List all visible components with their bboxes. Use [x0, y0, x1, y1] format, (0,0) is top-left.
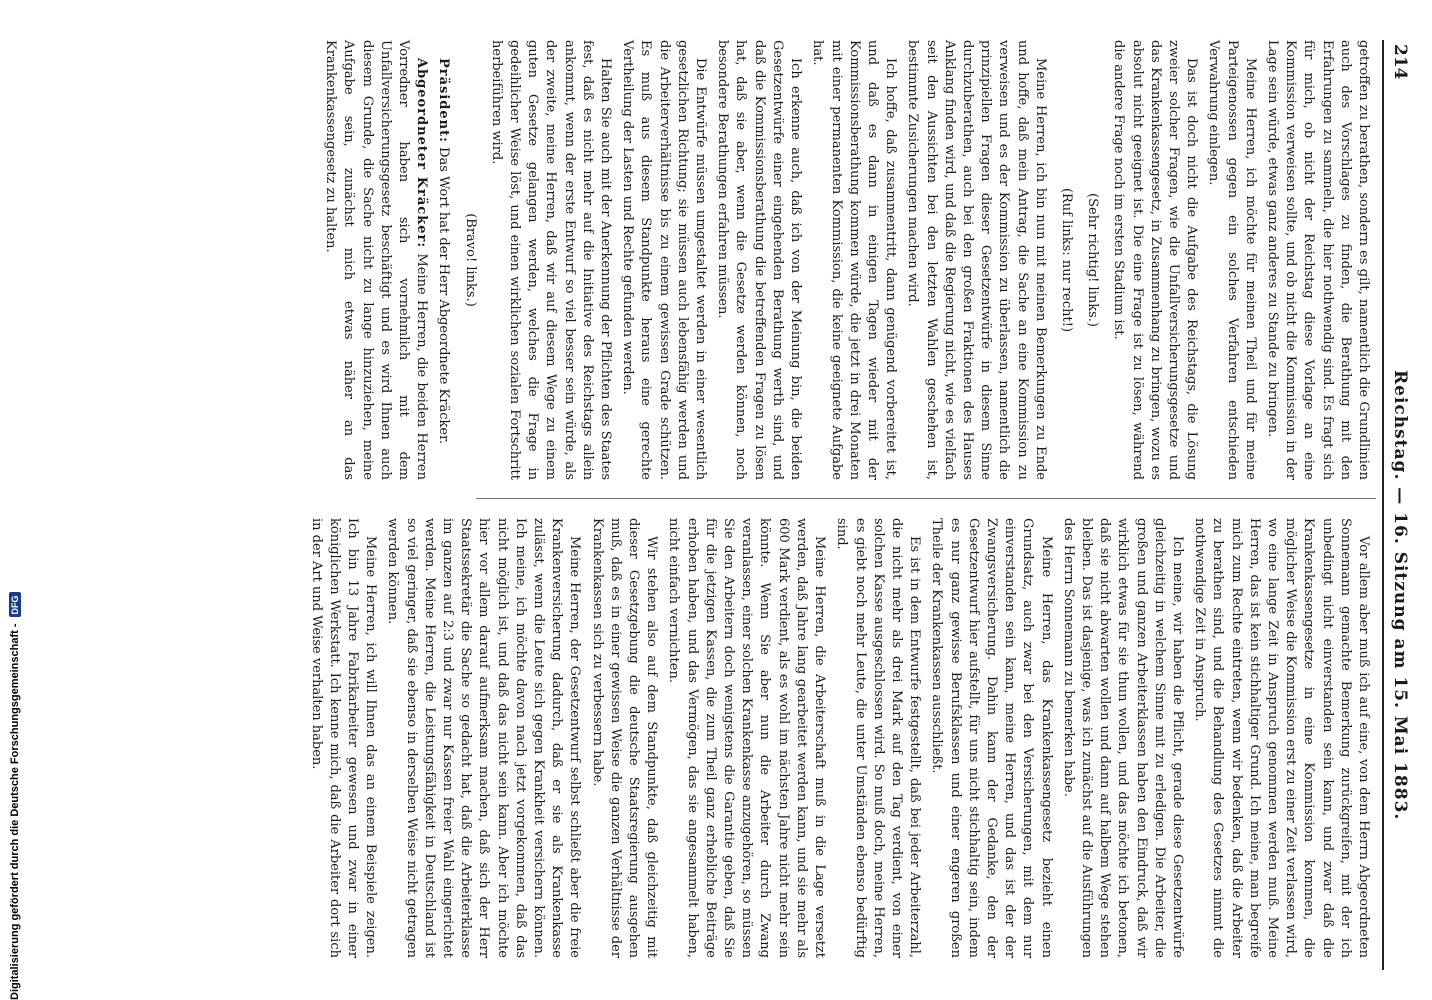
page-number: 214: [1390, 44, 1410, 80]
interjection: (Sehr richtig! links.): [1085, 193, 1101, 327]
speech-start: [321, 40, 430, 480]
speaker-text: Meine Herren, die beiden Herren Vorredner haben sich vornehmlich mit dem Unfallversicherungsgesetz beschäftigt und es wird Ihnen auch diesem Grunde, die Sache nicht zu lange hinzuziehen, meine Aufgabe sein, zunächst mich etwas näher an das Krankenkassengesetz zu halten.: [323, 40, 430, 480]
paragraph: Die Entwürfe müssen umgestaltet werden in einer wesentlich gesetzlichen Richtung; sie müssen auch lebensfähig werden und die Arbeiterverhältnisse bis zu einem gewissen Grade schützen. Es muß aus diesem Standpunkte heraus eine gerechte Vertheilung der Lasten und Rechte gefunden werden.: [620, 40, 709, 480]
paragraph: Ich hoffe, daß zusammentritt, dann genügend vorbereitet ist, und daß es dann in einigen Tagen wieder mit der Kommissionsberathung kommen würde, die jetzt in drei Monaten mit einer permanenten Kommission, die keine geeignete Aufgabe hat.: [810, 40, 899, 480]
paragraph: Meine Herren, die Arbeiterschaft muß in die Lage versetzt werden, daß Jahre lang gearbeitet werden kann, und sie mehr als 600 Mark verdient, als es wohl im nächsten Jahre nicht mehr sein könnte. Wenn Sie aber nun die Arbeiter durch Zwang veranlassen, einer solchen Krankenkasse anzugehören, so müssen Sie den Arbeitern doch wenigstens die Garantie geben, daß Sie für die jetzigen Kassen, die zum Theil ganz erhebliche Beiträge erhoben haben, und das Vermögen, das sie angesammelt haben, nicht einfach vernichten.: [666, 518, 828, 958]
interjection: (Ruf links: nur recht!): [1058, 187, 1074, 333]
paragraph: Meine Herren, das Krankenkassengesetz bezieht einen Grundsatz, auch zwar bei den Versicherungen, mit dem nur einverstanden sein kann, meine Herren, und das ist der der Zwangsversicherung. Dahin kann der Gedanke, den der Gesetzentwurf hier aufstellt, für uns nicht stichhaltig sein, indem es nur ganz gewisse Berufsklassen und einer engeren großen Theile der Krankenkassen ausschließt.: [929, 518, 1054, 958]
credit-text: Digitalisierung gefördert durch die Deutsche Forschungsgemeinschaft -: [9, 623, 21, 1000]
column-divider: [476, 498, 1376, 499]
paragraph: Ich erkenne auch, daß ich von der Meinung bin, die beiden Gesetzentwürfe einer eingehenden Berathung werth sind, und daß die Kommissionsberathung die betreffenden Fragen zu lösen hat, daß sie aber, wenn die Gesetze werden können, noch besondere Berathungen erfahren müssen.: [715, 40, 804, 480]
paragraph: Meine Herren, der Gesetzentwurf selbst schließt aber die freie Krankenversicherung dadurch, daß er sie als Krankenkasse zulässt, wenn die Leute sich gegen Krankheit versichern können. Ich meine, ich möchte davon nach jetzt vorgekommen, daß das nicht möglich ist, und daß das nicht sein kann. Aber ich möchte hier vor allem darauf aufmerksam machen, daß sich der Herr Staatssekretär die Sache so gedacht hat, daß die Arbeiterklasse im ganzen auf 2:3 und zwar nur Kassen freier Wahl eingerichtet werden. Meine Herren, die Leistungsfähigkeit in Deutschland ist so viel geringer, daß sie ebenso in derselben Weise nicht getragen werden können.: [385, 518, 583, 958]
speaker-label: Abgeordneter Kräcker:: [414, 58, 430, 249]
paragraph: Es ist in dem Entwurfe festgestellt, daß bei jeder Arbeiterzahl, die nicht mehr als drei Mark auf den Tag verdient, von einer solchen Kasse ausgeschlossen wird. So muß doch, meine Herren, es giebt noch mehr Leute, die unter Umständen ebenso bedürftig sind.: [834, 518, 923, 958]
page-header: [1382, 40, 1412, 970]
speaker-text: Das Wort hat der Herr Abgeordnete Kräcker.: [436, 147, 452, 444]
paragraph: Ich meine, wir haben die Pflicht, gerade diese Gesetzentwürfe gleichzeitig in welchem Sinne mit zu erledigen. Die Arbeiter, die großen und ganzen Arbeiterklassen haben den Eindruck, daß wir wirklich etwas für sie thun wollen, und das möchte ich betonen, daß sie nicht abwarten wollen und dann auf halbem Wege stehen bleiben. Das ist dasjenige, was ich zunächst auf die Ausführungen des Herrn Sonnemann zu bemerken habe.: [1060, 518, 1185, 958]
digitization-credit: [6, 580, 24, 1000]
left-column: [317, 40, 1372, 480]
paragraph: Vor allem aber muß ich auf eine, von dem Herrn Abgeordneten Sonnemann gemachte Bemerkung zurückgreifen, mit der ich unbedingt nicht einverstanden sein kann, und zwar daß die Krankenkassengesetze in eine Kommission kommen, die möglicher Weise die Kommission erst zu einer Zeit verlassen wird, wo eine lange Zeit in Anspruch genommen werden muß. Meine Herren, das ist kein stichhaltiger Grund. Ich meine, man begreife mich zum Rechte eintreten, wenn wir bedenken, daß die Arbeiter zu berathen sind, und die Behandlung des Gesetzes nimmt die nothwendige Zeit in Anspruch.: [1192, 518, 1371, 958]
paragraph: Halten Sie auch mit der Anerkennung der Pflichten des Staates fest, daß es nicht mehr auf die Initiative des Reichstags allein ankommt, wenn der erste Entwurf so viel besser sein würde, als der zweite, meine Herren, daß wir auf diesem Wege zu einem guten Gesetze gelangen werden, welches die Frage in gedeihlicher Weise löst, und einen wirklichen sozialen Fortschritt herbeiführen wird.: [488, 40, 614, 480]
paragraph: Meine Herren, ich möchte für meinen Theil und für meine Parteigenossen gegen ein solches Verfahren entschieden Verwahrung einlegen.: [1206, 40, 1258, 480]
paragraph: Meine Herren, ich will Ihnen das an einem Beispiele zeigen. Ich bin 13 Jahre Fabrikarbeiter gewesen und zwar in einer königlichen Werkstatt. Ich kenne mich, daß die Arbeiter dort sich in der Art und Weise verhalten haben.: [308, 518, 379, 958]
president-remark: [434, 40, 452, 480]
interjection: (Bravo! links.): [462, 213, 478, 307]
dfg-logo: DFG: [9, 592, 21, 617]
page-title: Reichstag. — 16. Sitzung am 15. Mai 1883.: [1390, 370, 1410, 821]
rotated-document: [12, 40, 1412, 970]
paragraph: Meine Herren, ich bin nun mit meinen Bemerkungen zu Ende und hoffe, daß mein Antrag, die Sache an eine Kommission zu verweisen und es der Kommission zu überlassen, namentlich die prinzipiellen Fragen dieser Gesetzentwürfe in diesem Sinne durchzuberathen, auch bei den großen Fraktionen des Hauses Anklang finden wird, und daß die Regierung nicht, wie es vielfach seit den Aussichten bei den letzten Wahlen geschehen ist, bestimmte Zusicherungen machen wird.: [905, 40, 1048, 480]
right-column: [302, 518, 1372, 958]
speaker-label: Präsident:: [436, 58, 452, 143]
paragraph: getroffen zu berathen, sondern es gilt, namentlich die Grundlinien auch des Vorschlages zu finden, die Berathung mit den Erfahrungen zu sammeln, die hier nothwendig sind. Es fragt sich für mich, ob nicht der Reichstag diese Vorlage an eine Kommission verweisen sollte, und ob nicht die Kommission in der Lage sein würde, etwas ganz anderes zu Stande zu bringen.: [1264, 40, 1371, 480]
paragraph: Wir stehen also auf dem Standpunkte, daß gleichzeitig mit dieser Gesetzgebung die deutsche Staatsregierung ausgehen muß, daß es in einer gewissen Weise die ganzen Verhältnisse der Krankenkassen sich zu verbessern habe.: [589, 518, 660, 958]
paragraph: Das ist doch nicht die Aufgabe des Reichstags, die Lösung zweier solcher Fragen, wie die Unfallversicherungsgesetze und das Krankenkassengesetz, in Zusammenhang zu bringen, wozu es absolut nicht geeignet ist. Die eine Frage ist zu lösen, während die andere Frage noch im ersten Stadium ist.: [1111, 40, 1200, 480]
